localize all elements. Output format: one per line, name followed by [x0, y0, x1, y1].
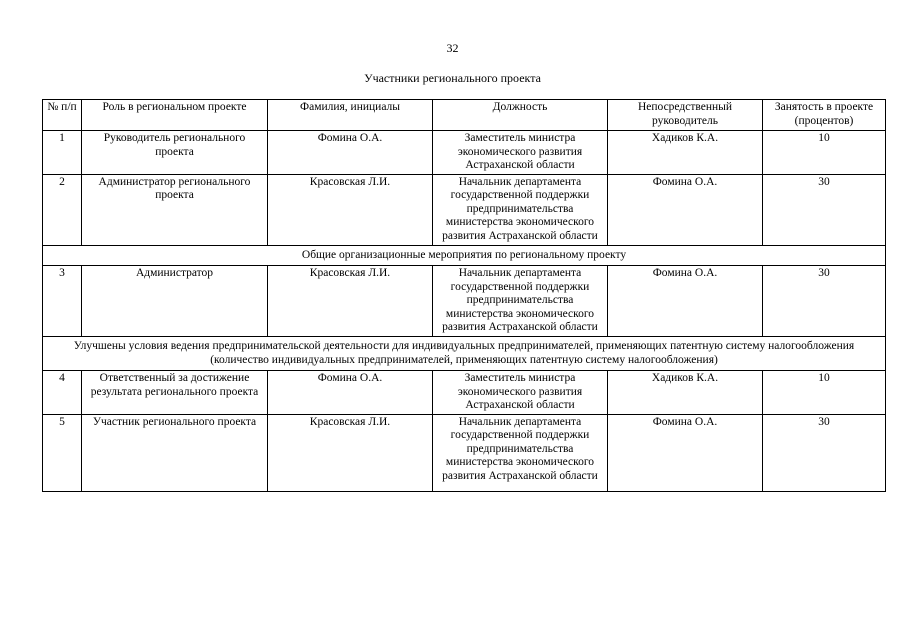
cell-workload: 10 — [763, 371, 886, 415]
section-heading: Общие организационные мероприятия по региональному проекту — [43, 245, 886, 266]
cell-name: Фомина О.А. — [268, 131, 433, 175]
cell-num: 1 — [43, 131, 82, 175]
section-row — [43, 245, 886, 266]
header-role: Роль в региональном проекте — [82, 100, 268, 131]
cell-supervisor: Фомина О.А. — [608, 174, 763, 245]
header-position: Должность — [433, 100, 608, 131]
section-heading: Улучшены условия ведения предпринимательской деятельности для индивидуальных предпринимателей, применяющих патентную систему налогообложения (количество индивидуальных предпринимателей, применяющих патентную систему налогообложения) — [43, 337, 886, 371]
cell-position: Заместитель министра экономического развития Астраханской области — [433, 131, 608, 175]
cell-workload: 30 — [763, 174, 886, 245]
cell-role: Руководитель регионального проекта — [82, 131, 268, 175]
header-supervisor: Непосредственный руководитель — [608, 100, 763, 131]
cell-workload: 30 — [763, 414, 886, 491]
cell-workload: 10 — [763, 131, 886, 175]
cell-role: Администратор регионального проекта — [82, 174, 268, 245]
cell-num: 4 — [43, 371, 82, 415]
cell-position: Начальник департамента государственной поддержки предпринимательства министерства экономического развития Астраханской области — [433, 414, 608, 491]
cell-role: Администратор — [82, 266, 268, 337]
cell-position: Заместитель министра экономического развития Астраханской области — [433, 371, 608, 415]
page-number: 32 — [446, 41, 459, 55]
cell-position: Начальник департамента государственной поддержки предпринимательства министерства экономического развития Астраханской области — [433, 266, 608, 337]
section-row — [43, 337, 886, 371]
cell-supervisor: Фомина О.А. — [608, 266, 763, 337]
cell-num: 5 — [43, 414, 82, 491]
cell-supervisor: Фомина О.А. — [608, 414, 763, 491]
participants-table — [42, 99, 886, 492]
table-row — [43, 266, 886, 337]
cell-role: Участник регионального проекта — [82, 414, 268, 491]
table-header-row — [43, 100, 886, 131]
header-workload: Занятость в проекте (процентов) — [763, 100, 886, 131]
table-row — [43, 131, 886, 175]
cell-supervisor: Хадиков К.А. — [608, 371, 763, 415]
cell-num: 2 — [43, 174, 82, 245]
table-row — [43, 414, 886, 491]
header-name: Фамилия, инициалы — [268, 100, 433, 131]
cell-workload: 30 — [763, 266, 886, 337]
cell-role: Ответственный за достижение результата регионального проекта — [82, 371, 268, 415]
header-num: № п/п — [43, 100, 82, 131]
document-title: Участники регионального проекта — [364, 71, 541, 85]
cell-name: Фомина О.А. — [268, 371, 433, 415]
cell-name: Красовская Л.И. — [268, 266, 433, 337]
cell-num: 3 — [43, 266, 82, 337]
cell-position: Начальник департамента государственной поддержки предпринимательства министерства экономического развития Астраханской области — [433, 174, 608, 245]
cell-supervisor: Хадиков К.А. — [608, 131, 763, 175]
table-row — [43, 371, 886, 415]
cell-name: Красовская Л.И. — [268, 414, 433, 491]
table-row — [43, 174, 886, 245]
cell-name: Красовская Л.И. — [268, 174, 433, 245]
